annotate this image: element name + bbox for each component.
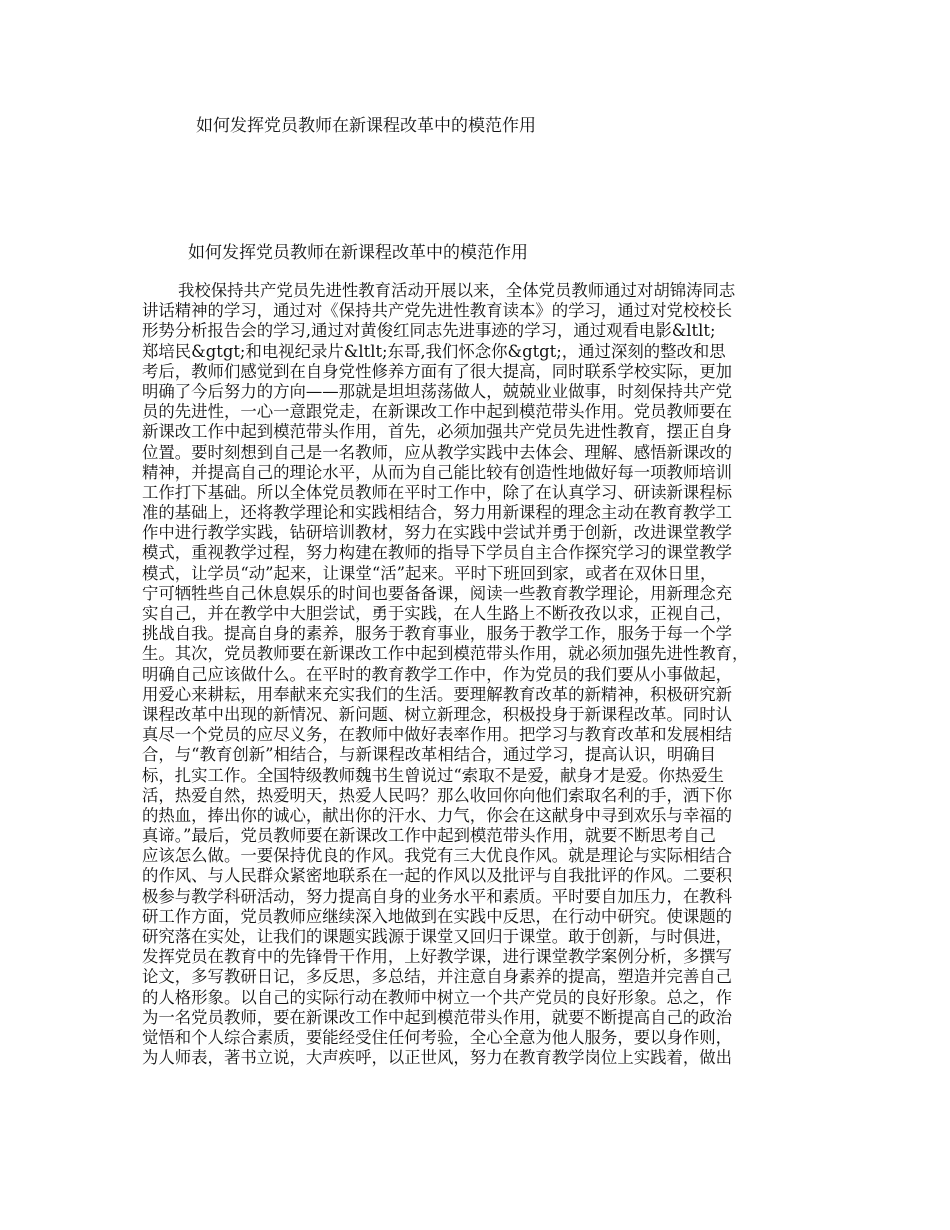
body-text-line: 真谛。”最后，党员教师要在新课改工作中起到模范带头作用，就要不断思考自己	[142, 826, 716, 846]
body-text-line: 考后，教师们感觉到在自身党性修养方面有了很大提高，同时联系学校实际，更加	[142, 361, 733, 381]
body-text-line: 为人师表，著书立说，大声疾呼，以正世风，努力在教育教学岗位上实践着，做出	[142, 1048, 733, 1068]
body-text-line: 模式，让学员“动”起来，让课堂“活”起来。平时下班回到家，或者在双休日里，	[142, 563, 717, 583]
body-text-line: 合，与“教育创新”相结合，与新课程改革相结合，通过学习，提高认识，明确目	[142, 745, 717, 765]
body-text-line: 课程改革中出现的新情况、新问题、树立新理念，积极投身于新课程改革。同时认	[142, 704, 733, 724]
body-text-line: 我校保持共产党员先进性教育活动开展以来，全体党员教师通过对胡锦涛同志	[178, 281, 736, 300]
body-text-line: 活，热爱自然，热爱明天，热爱人民吗？那么收回你向他们索取名利的手，洒下你	[142, 785, 733, 805]
body-text-line: 生。其次，党员教师要在新课改工作中起到模范带头作用，就必须加强先进性教育，	[142, 644, 749, 664]
document-body	[142, 281, 812, 1161]
body-text-line: 明确自己应该做什么。在平时的教育教学工作中，作为党员的我们要从小事做起，	[142, 664, 733, 684]
body-text-line: 应该怎么做。一要保持优良的作风。我党有三大优良作风。就是理论与实际相结合	[142, 846, 733, 866]
body-text-line: 新课改工作中起到模范带头作用，首先，必须加强共产党员先进性教育，摆正自身	[142, 422, 733, 442]
document-header: 如何发挥党员教师在新课程改革中的模范作用	[196, 116, 536, 136]
body-text-line: 的热血，捧出你的诚心，献出你的汗水、力气，你会在这献身中寻到欢乐与幸福的	[142, 805, 733, 825]
body-text-line: 精神，并提高自己的理论水平，从而为自己能比较有创造性地做好每一项教师培训	[142, 462, 733, 482]
body-text-line: 讲话精神的学习，通过对《保持共产党先进性教育读本》的学习，通过对党校校长	[142, 301, 733, 321]
body-text-line: 研工作方面，党员教师应继续深入地做到在实践中反思，在行动中研究。使课题的	[142, 906, 733, 926]
body-text-line: 极参与教学科研活动，努力提高自身的业务水平和素质。平时要自加压力，在教科	[142, 886, 733, 906]
document-title: 如何发挥党员教师在新课程改革中的模范作用	[188, 243, 528, 263]
body-text-line: 论文，多写教研日记，多反思，多总结，并注意自身素养的提高，塑造并完善自己	[142, 967, 733, 987]
body-text-line: 标，扎实工作。全国特级教师魏书生曾说过“索取不是爱，献身才是爱。你热爱生	[142, 765, 725, 785]
body-text-line: 员的先进性，一心一意跟党走，在新课改工作中起到模范带头作用。党员教师要在	[142, 402, 733, 422]
body-text-line: 形势分析报告会的学习,通过对黄俊红同志先进事迹的学习，通过观看电影&ltlt;	[142, 321, 716, 341]
body-text-line: 明确了今后努力的方向——那就是坦坦荡荡做人，兢兢业业做事，时刻保持共产党	[142, 381, 733, 401]
body-text-line: 工作打下基础。所以全体党员教师在平时工作中，除了在认真学习、研读新课程标	[142, 482, 733, 502]
body-text-line: 宁可牺牲些自己休息娱乐的时间也要备备课，阅读一些教育教学理论，用新理念充	[142, 583, 733, 603]
body-text-line: 郑培民&gtgt;和电视纪录片&ltlt;东哥,我们怀念你&gtgt;，通过深刻的整改和思	[142, 341, 726, 361]
body-text-line: 用爱心来耕耘，用奉献来充实我们的生活。要理解教育改革的新精神，积极研究新	[142, 684, 733, 704]
body-text-line: 的作风、与人民群众紧密地联系在一起的作风以及批评与自我批评的作风。二要积	[142, 866, 733, 886]
body-text-line: 位置。要时刻想到自己是一名教师，应从教学实践中去体会、理解、感悟新课改的	[142, 442, 733, 462]
body-text-line: 实自己，并在教学中大胆尝试，勇于实践，在人生路上不断孜孜以求，正视自己，	[142, 604, 733, 623]
body-text-line: 研究落在实处，让我们的课题实践源于课堂又回归于课堂。敢于创新，与时俱进，	[142, 927, 733, 946]
body-text-line: 准的基础上，还将教学理论和实践相结合，努力用新课程的理念主动在教育教学工	[142, 503, 733, 523]
body-text-line: 发挥党员在教育中的先锋骨干作用，上好教学课，进行课堂教学案例分析，多撰写	[142, 947, 733, 967]
body-text-line: 觉悟和个人综合素质，要能经受住任何考验，全心全意为他人服务，要以身作则，	[142, 1027, 733, 1047]
body-text-line: 的人格形象。以自己的实际行动在教师中树立一个共产党员的良好形象。总之，作	[142, 987, 733, 1007]
body-text-line: 真尽一个党员的应尽义务，在教师中做好表率作用。把学习与教育改革和发展相结	[142, 725, 733, 745]
body-text-line: 作中进行教学实践，钻研培训教材，努力在实践中尝试并勇于创新，改进课堂教学	[142, 523, 733, 543]
body-text-line: 为一名党员教师，要在新课改工作中起到模范带头作用，就要不断提高自己的政治	[142, 1007, 733, 1027]
body-text-line: 挑战自我。提高自身的素养，服务于教育事业，服务于教学工作，服务于每一个学	[142, 624, 733, 644]
body-text-line: 模式，重视教学过程，努力构建在教师的指导下学员自主合作探究学习的课堂教学	[142, 543, 733, 563]
